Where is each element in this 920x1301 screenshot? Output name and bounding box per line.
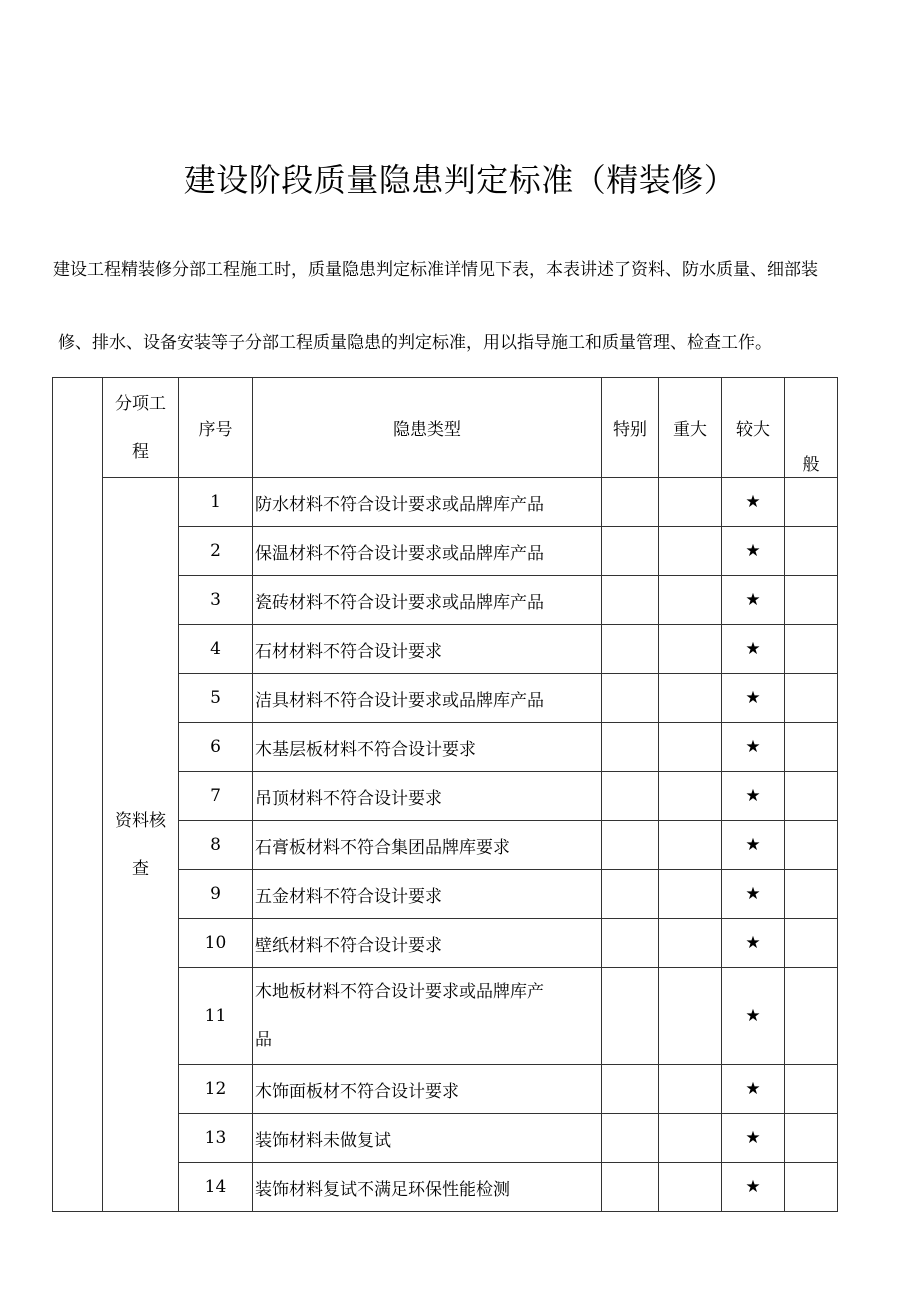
row-seq: 12 xyxy=(179,1065,253,1114)
row-special xyxy=(602,478,659,527)
row-major xyxy=(659,870,722,919)
row-seq: 10 xyxy=(179,919,253,968)
header-special: 特别 xyxy=(602,378,659,478)
row-desc: 防水材料不符合设计要求或品牌库产品 xyxy=(253,478,602,527)
row-seq: 7 xyxy=(179,772,253,821)
star-icon: ★ xyxy=(722,772,785,821)
row-desc: 保温材料不符合设计要求或品牌库产品 xyxy=(253,527,602,576)
row-general xyxy=(785,772,838,821)
row-major xyxy=(659,1065,722,1114)
intro-paragraph-1: 建设工程精装修分部工程施工时，质量隐患判定标准详情见下表，本表讲述了资料、防水质量、细部装 xyxy=(53,260,818,280)
row-seq: 4 xyxy=(179,625,253,674)
intro-paragraph-2: 修、排水、设备安装等子分部工程质量隐患的判定标准，用以指导施工和质量管理、检查工作。 xyxy=(58,333,772,353)
row-special xyxy=(602,674,659,723)
row-seq: 5 xyxy=(179,674,253,723)
row-major xyxy=(659,625,722,674)
star-icon: ★ xyxy=(722,576,785,625)
header-hazard-type: 隐患类型 xyxy=(253,378,602,478)
row-desc: 吊顶材料不符合设计要求 xyxy=(253,772,602,821)
row-special xyxy=(602,968,659,1065)
row-general xyxy=(785,723,838,772)
row-major xyxy=(659,527,722,576)
row-major xyxy=(659,821,722,870)
header-major: 重大 xyxy=(659,378,722,478)
page-title: 建设阶段质量隐患判定标准（精装修） xyxy=(183,161,737,199)
row-desc: 木地板材料不符合设计要求或品牌库产 品 xyxy=(253,968,602,1065)
row-desc: 石材材料不符合设计要求 xyxy=(253,625,602,674)
row-general xyxy=(785,919,838,968)
star-icon: ★ xyxy=(722,478,785,527)
row-special xyxy=(602,576,659,625)
row-seq: 13 xyxy=(179,1114,253,1163)
row-desc: 石膏板材料不符合集团品牌库要求 xyxy=(253,821,602,870)
row-special xyxy=(602,527,659,576)
star-icon: ★ xyxy=(722,968,785,1065)
star-icon: ★ xyxy=(722,723,785,772)
row-general xyxy=(785,870,838,919)
row-seq: 6 xyxy=(179,723,253,772)
row-major xyxy=(659,723,722,772)
row-special xyxy=(602,1163,659,1212)
star-icon: ★ xyxy=(722,919,785,968)
row-desc: 瓷砖材料不符合设计要求或品牌库产品 xyxy=(253,576,602,625)
header-general: 般 xyxy=(785,378,838,478)
star-icon: ★ xyxy=(722,821,785,870)
row-desc: 木基层板材料不符合设计要求 xyxy=(253,723,602,772)
row-desc: 木饰面板材不符合设计要求 xyxy=(253,1065,602,1114)
row-seq: 11 xyxy=(179,968,253,1065)
header-subitem: 分项工 程 xyxy=(103,378,179,478)
row-seq: 9 xyxy=(179,870,253,919)
row-special xyxy=(602,919,659,968)
row-general xyxy=(785,821,838,870)
row-general xyxy=(785,478,838,527)
row-major xyxy=(659,919,722,968)
row-special xyxy=(602,625,659,674)
row-major xyxy=(659,1163,722,1212)
row-desc: 五金材料不符合设计要求 xyxy=(253,870,602,919)
row-desc: 壁纸材料不符合设计要求 xyxy=(253,919,602,968)
table-row xyxy=(53,478,838,527)
row-general xyxy=(785,1065,838,1114)
row-seq: 1 xyxy=(179,478,253,527)
row-desc: 装饰材料未做复试 xyxy=(253,1114,602,1163)
row-general xyxy=(785,576,838,625)
table-header-row xyxy=(53,378,838,478)
row-general xyxy=(785,625,838,674)
star-icon: ★ xyxy=(722,674,785,723)
star-icon: ★ xyxy=(722,625,785,674)
row-major xyxy=(659,478,722,527)
row-special xyxy=(602,870,659,919)
row-seq: 3 xyxy=(179,576,253,625)
star-icon: ★ xyxy=(722,1114,785,1163)
star-icon: ★ xyxy=(722,527,785,576)
row-major xyxy=(659,772,722,821)
header-larger: 较大 xyxy=(722,378,785,478)
row-general xyxy=(785,674,838,723)
row-general xyxy=(785,1163,838,1212)
category-cell: 资料核 查 xyxy=(103,478,179,1212)
row-major xyxy=(659,674,722,723)
hazard-standard-table xyxy=(52,377,838,1212)
star-icon: ★ xyxy=(722,1163,785,1212)
star-icon: ★ xyxy=(722,1065,785,1114)
row-special xyxy=(602,772,659,821)
row-desc: 装饰材料复试不满足环保性能检测 xyxy=(253,1163,602,1212)
row-desc: 洁具材料不符合设计要求或品牌库产品 xyxy=(253,674,602,723)
row-major xyxy=(659,576,722,625)
row-seq: 2 xyxy=(179,527,253,576)
row-special xyxy=(602,1114,659,1163)
row-major xyxy=(659,1114,722,1163)
row-seq: 8 xyxy=(179,821,253,870)
star-icon: ★ xyxy=(722,870,785,919)
blank-left-column xyxy=(53,378,103,1212)
row-special xyxy=(602,1065,659,1114)
row-special xyxy=(602,821,659,870)
row-special xyxy=(602,723,659,772)
row-general xyxy=(785,968,838,1065)
row-major xyxy=(659,968,722,1065)
row-general xyxy=(785,527,838,576)
header-seq: 序号 xyxy=(179,378,253,478)
row-general xyxy=(785,1114,838,1163)
row-seq: 14 xyxy=(179,1163,253,1212)
